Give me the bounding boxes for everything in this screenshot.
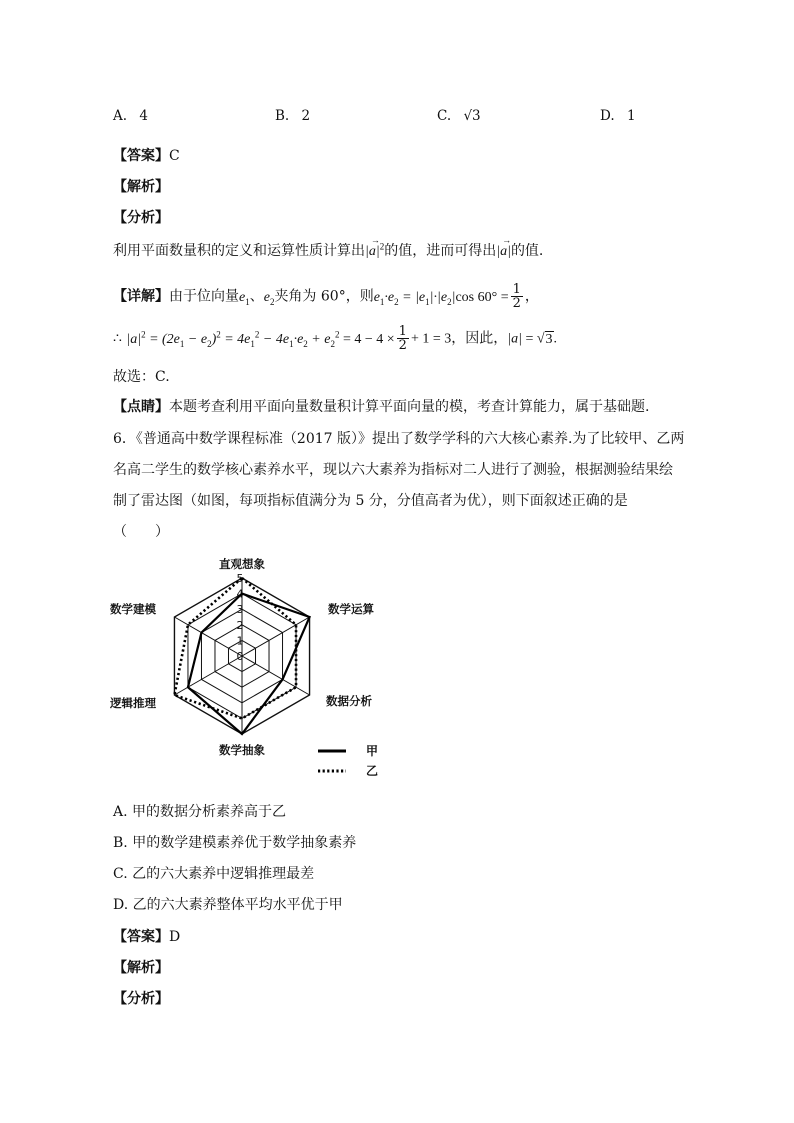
q5-detail-e2: $e_2$: [263, 289, 275, 307]
radar-axis-label: 数学运算: [328, 602, 374, 616]
q5-option-d: [600, 108, 636, 124]
q6-stem-line-1: 6．《普通高中数学课程标准（2017 版）》提出了数学学科的六大核心素养.为了比较甲、乙两: [113, 431, 685, 447]
q6-option-c: C. 乙的六大素养中逻辑推理最差: [113, 866, 315, 882]
q5-line3-formula: $|a|^2 = (2e_1 - e_2)^2 = 4e_1^2 - 4e_1\cdot e_2 + e_2^2 = 4 - 4$ ×: [126, 328, 395, 349]
q6-option-d: D. 乙的六大素养整体平均水平优于甲: [113, 897, 343, 913]
q5-detail-line3: ∴ $|a|^2 = (2e_1 - e_2)^2 = 4e_1^2 - 4e_1\cdot e_2 + e_2^2 = 4 - 4$ × $\frac{1}{2}$ + 1 = 3，因此，|a| = √3.: [113, 324, 558, 353]
radar-axis-label: 数学建模: [110, 602, 156, 616]
q5-option-a: [113, 108, 148, 124]
q5-answer-value: C: [169, 148, 180, 164]
q5-line3-conclusion: ，因此，: [451, 330, 508, 347]
radar-spoke: [174, 656, 242, 695]
radar-axis-label: 数据分析: [326, 694, 372, 708]
q5-line3-fraction: $\frac{1}{2}$: [398, 324, 407, 353]
q5-detail-formula: $e_1\cdot e_2 = |e_1|\cdot|e_2|\cos$ 60° =: [373, 289, 509, 307]
radar-scale-tick: 3: [236, 603, 244, 617]
q5-comment-text: 本题考查利用平面向量数量积计算平面向量的模，考查计算能力，属于基础题.: [169, 399, 650, 415]
q6-option-b: B. 甲的数学建模素养优于数学抽象素养: [113, 835, 357, 851]
q5-fenxi-tag: 【分析】: [113, 210, 169, 226]
q5-option-a-letter: A.: [113, 108, 128, 124]
radar-axis-label: 数学抽象: [219, 743, 265, 757]
legend-label: 甲: [366, 744, 379, 758]
q5-comment: [113, 396, 649, 416]
radar-legend: [318, 744, 378, 778]
q6-fenxi-tag: 【分析】: [113, 991, 169, 1007]
radar-axis-label: 逻辑推理: [110, 696, 156, 710]
q5-comment-tag: 【点睛】: [113, 399, 169, 415]
q5-analysis-mid: 的值，进而可得出: [384, 243, 497, 259]
q5-detail-fraction: $\frac{1}{2}$: [512, 282, 521, 311]
q6-answer-tag: 【答案】: [113, 929, 169, 945]
q6-answer: [113, 926, 180, 946]
q5-option-c-letter: C.: [437, 108, 452, 124]
q5-choose: 故选：C.: [113, 369, 170, 385]
q5-detail-e1: $e_1$: [239, 289, 250, 307]
q5-line3-result: |a| = √3.: [507, 331, 558, 347]
q5-option-b-value: 2: [301, 108, 311, 124]
q6-stem-line-2: 名高二学生的数学核心素养水平，现以六大素养为指标对二人进行了测验，根据测验结果绘: [113, 462, 673, 478]
q6-answer-value: D: [169, 929, 181, 945]
radar-scale-tick: 1: [236, 634, 244, 648]
radar-scale-tick: 5: [236, 572, 244, 585]
q5-detail-mid: 夹角为 60°，则: [274, 288, 374, 305]
q5-detail-pre: 由于位向量: [169, 288, 239, 305]
q5-analysis-formula-2: |a → |: [496, 235, 512, 259]
q5-option-c: [437, 108, 481, 124]
q5-detail-tag: 【详解】: [113, 288, 169, 305]
q6-jiexi-tag: 【解析】: [113, 960, 169, 976]
q5-option-b: [275, 108, 310, 124]
q5-analysis-pre: 利用平面数量积的定义和运算性质计算出: [113, 243, 365, 259]
q6-stem-line-3: 制了雷达图（如图，每项指标值满分为 5 分，分值高者为优），则下面叙述正确的是: [113, 493, 628, 509]
q5-detail: 【详解】由于位向量$e_1$、$e_2$夹角为 60°，则$e_1\cdot e_2 = |e_1|\cdot|e_2|\cos$ 60° = $\frac{1}{2}$ ，: [113, 282, 539, 311]
radar-axis-label: 直观想象: [219, 557, 265, 571]
radar-chart: [108, 546, 404, 786]
q5-option-a-value: 4: [139, 108, 148, 124]
q5-option-d-letter: D.: [600, 108, 615, 124]
q5-analysis-post: 的值.: [510, 243, 544, 259]
q5-option-c-value: √3: [463, 108, 481, 124]
q5-jiexi-tag: 【解析】: [113, 179, 169, 195]
q5-answer-tag: 【答案】: [113, 148, 169, 164]
radar-scale-tick: 2: [236, 618, 244, 632]
q5-answer: [113, 145, 180, 165]
q6-answer-parens: （ ）: [113, 524, 169, 540]
radar-scale-tick: 0: [236, 650, 244, 663]
legend-label: 乙: [366, 764, 379, 778]
q5-option-d-value: 1: [626, 108, 636, 124]
q6-option-a: A. 甲的数据分析素养高于乙: [113, 804, 287, 820]
radar-spoke: [242, 617, 310, 656]
q5-analysis: [113, 235, 544, 260]
q5-option-b-letter: B.: [275, 108, 290, 124]
q5-analysis-formula-1: |a → $|^2$: [365, 235, 385, 259]
radar-scale-tick: 4: [236, 587, 244, 601]
